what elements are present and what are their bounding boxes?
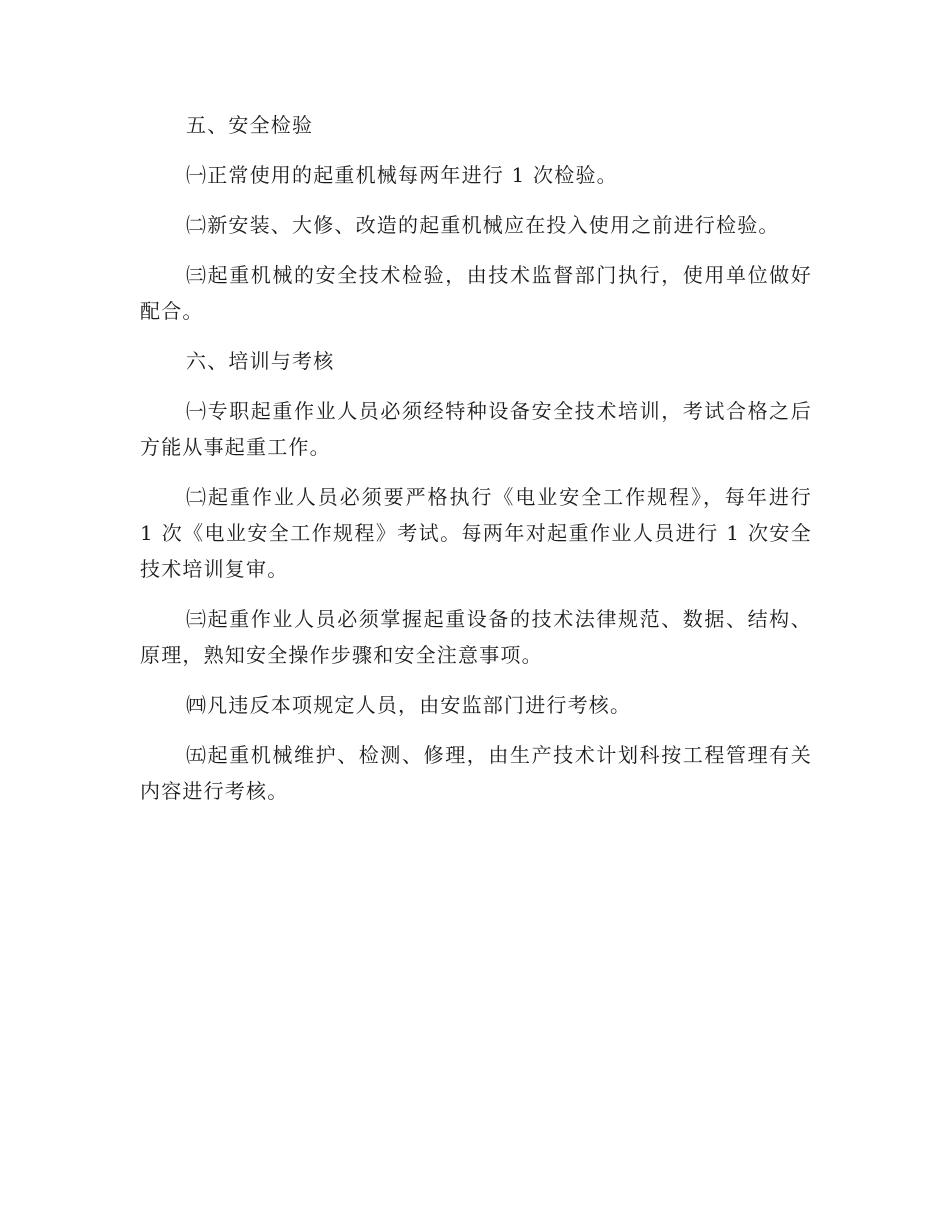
section-heading-safety-inspection: 五、安全检验 <box>186 113 314 137</box>
paragraph: ㈣凡违反本项规定人员，由安监部门进行考核。 <box>186 693 632 717</box>
paragraph: ㈡起重作业人员必须要严格执行《电业安全工作规程》，每年进行 1 次《电业安全工作规程》考试。每两年对起重作业人员进行 1 次安全技术培训复审。 <box>140 485 812 581</box>
paragraph: ㈢起重机械的安全技术检验，由技术监督部门执行，使用单位做好配合。 <box>140 263 812 323</box>
paragraph: ㈡新安装、大修、改造的起重机械应在投入使用之前进行检验。 <box>186 213 780 237</box>
paragraph: ㈤起重机械维护、检测、修理，由生产技术计划科按工程管理有关内容进行考核。 <box>140 743 812 803</box>
document-body <box>140 107 812 823</box>
section-heading-training-assessment: 六、培训与考核 <box>186 349 335 373</box>
paragraph: ㈢起重作业人员必须掌握起重设备的技术法律规范、数据、结构、原理，熟知安全操作步骤和安全注意事项。 <box>140 607 812 667</box>
paragraph: ㈠正常使用的起重机械每两年进行 1 次检验。 <box>186 163 618 187</box>
paragraph: ㈠专职起重作业人员必须经特种设备安全技术培训，考试合格之后方能从事起重工作。 <box>140 399 812 459</box>
